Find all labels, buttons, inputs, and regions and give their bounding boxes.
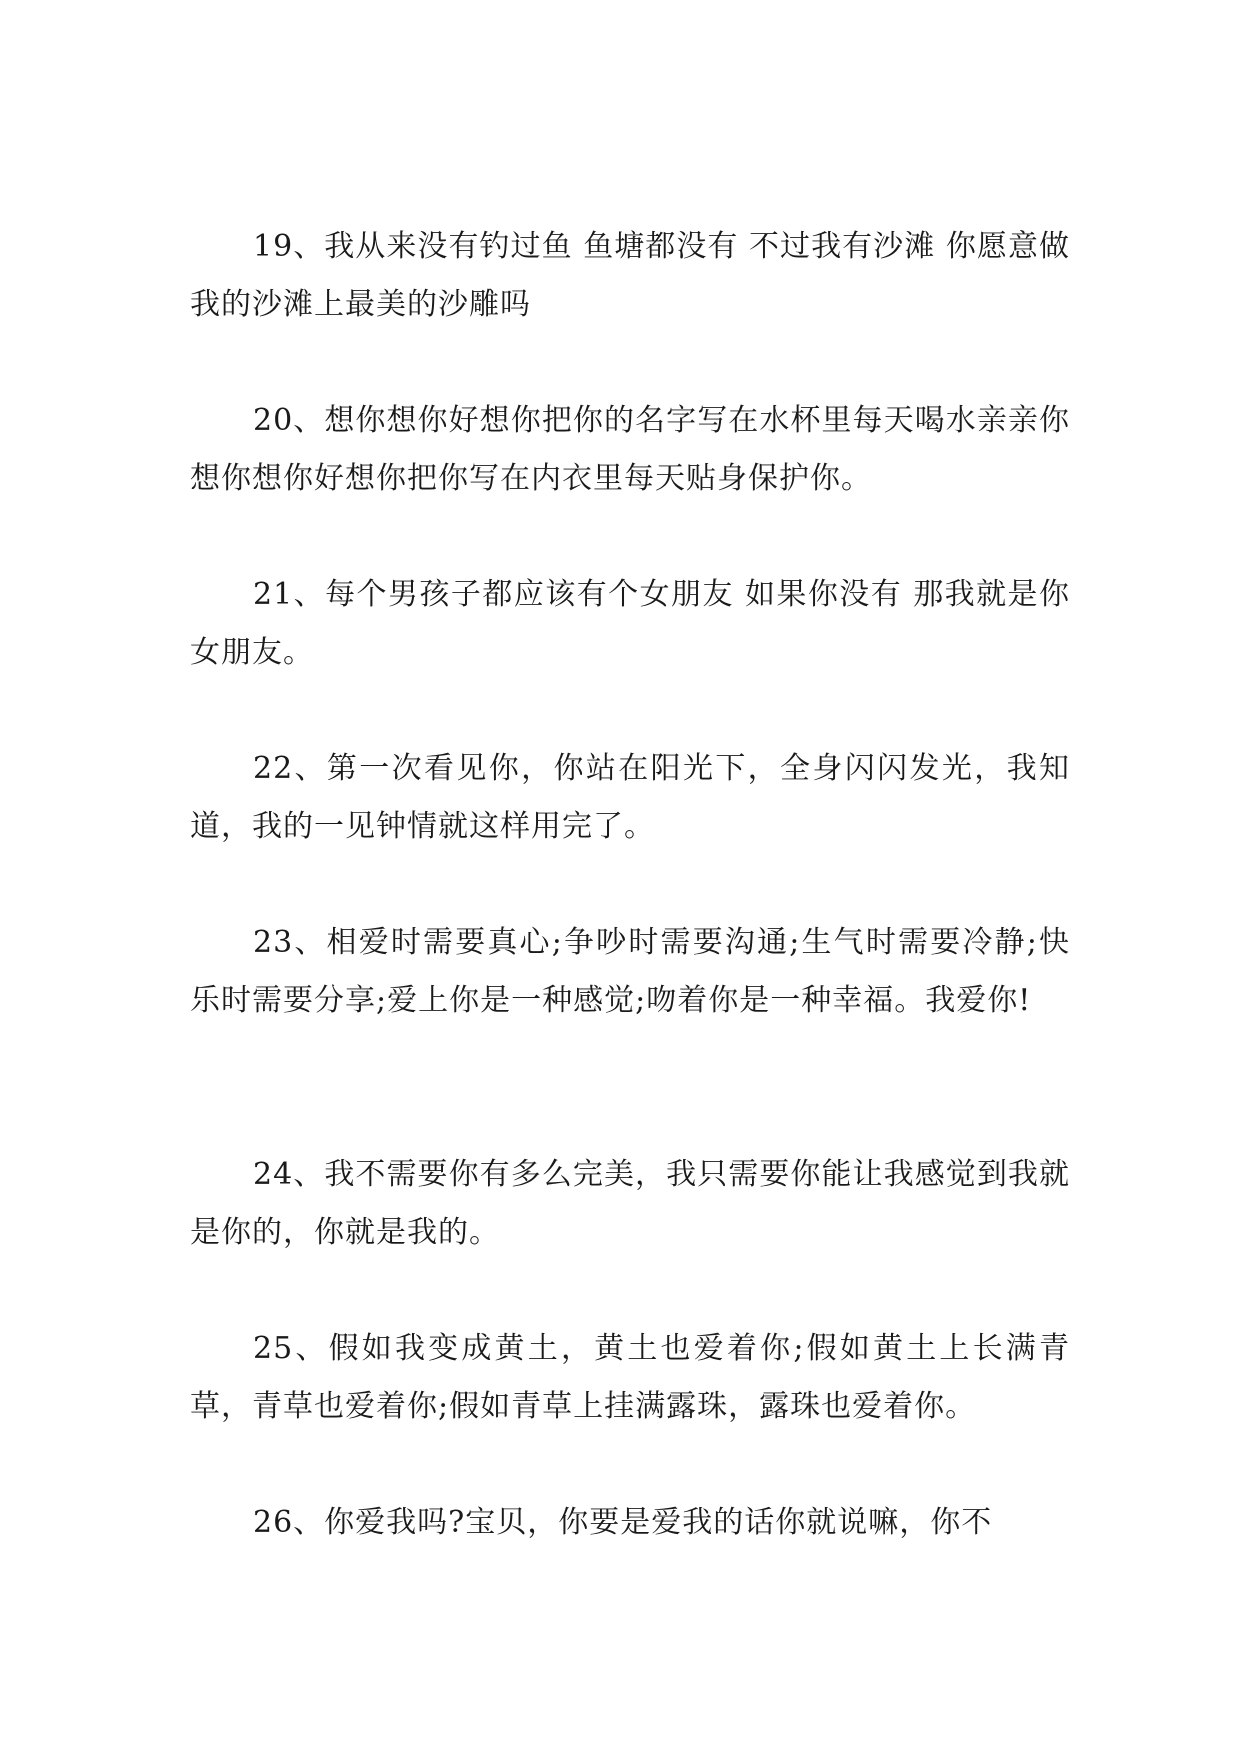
paragraph-26: 26、你爱我吗?宝贝，你要是爱我的话你就说嘛，你不 <box>253 1505 993 1540</box>
paragraph-19: 19、我从来没有钓过鱼 鱼塘都没有 不过我有沙滩 你愿意做我的沙滩上最美的沙雕吗 <box>190 229 1070 322</box>
paragraph-21: 21、每个男孩子都应该有个女朋友 如果你没有 那我就是你女朋友。 <box>190 577 1070 670</box>
paragraph-23: 23、相爱时需要真心;争吵时需要沟通;生气时需要冷静;快乐时需要分享;爱上你是一种感觉;吻着你是一种幸福。我爱你! <box>190 925 1070 1018</box>
paragraph-20: 20、想你想你好想你把你的名字写在水杯里每天喝水亲亲你想你想你好想你把你写在内衣里每天贴身保护你。 <box>190 403 1070 496</box>
paragraph-24: 24、我不需要你有多么完美，我只需要你能让我感觉到我就是你的，你就是我的。 <box>190 1157 1070 1250</box>
paragraph-22: 22、第一次看见你，你站在阳光下，全身闪闪发光，我知道，我的一见钟情就这样用完了。 <box>190 751 1070 844</box>
paragraph-25: 25、假如我变成黄土，黄土也爱着你;假如黄土上长满青草，青草也爱着你;假如青草上挂满露珠，露珠也爱着你。 <box>190 1331 1070 1424</box>
